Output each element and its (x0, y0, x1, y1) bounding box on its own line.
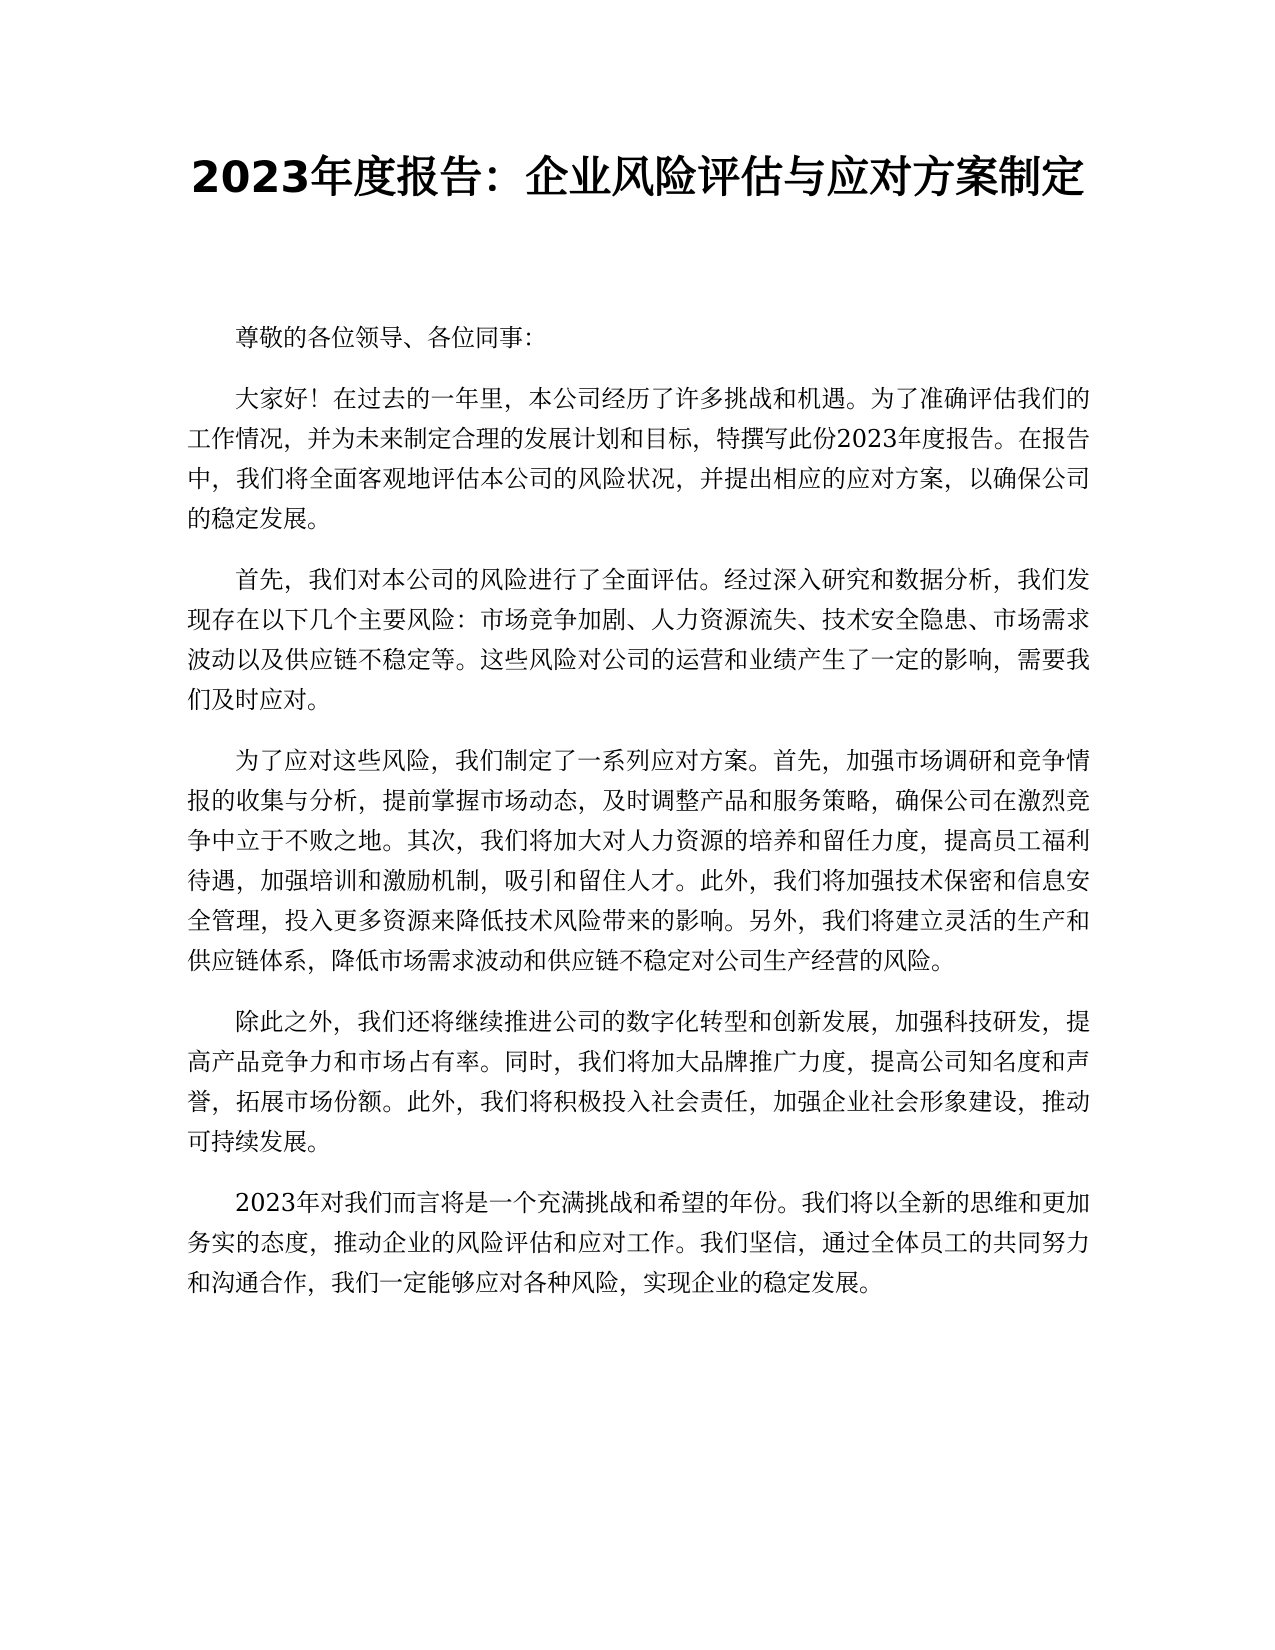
document-body (187, 318, 1090, 1324)
paragraph-further-measures: 除此之外，我们还将继续推进公司的数字化转型和创新发展，加强科技研发，提高产品竞争力和市场占有率。同时，我们将加大品牌推广力度，提高公司知名度和声誉，拓展市场份额。此外，我们将积极投入社会责任，加强企业社会形象建设，推动可持续发展。 (187, 1008, 1090, 1156)
paragraph-risk-assessment: 首先，我们对本公司的风险进行了全面评估。经过深入研究和数据分析，我们发现存在以下几个主要风险：市场竞争加剧、人力资源流失、技术安全隐患、市场需求波动以及供应链不稳定等。这些风险对公司的运营和业绩产生了一定的影响，需要我们及时应对。 (187, 566, 1090, 714)
paragraph-intro: 大家好！在过去的一年里，本公司经历了许多挑战和机遇。为了准确评估我们的工作情况，并为未来制定合理的发展计划和目标，特撰写此份2023年度报告。在报告中，我们将全面客观地评估本公司的风险状况，并提出相应的应对方案，以确保公司的稳定发展。 (187, 385, 1090, 533)
paragraph-response-plan: 为了应对这些风险，我们制定了一系列应对方案。首先，加强市场调研和竞争情报的收集与分析，提前掌握市场动态，及时调整产品和服务策略，确保公司在激烈竞争中立于不败之地。其次，我们将加大对人力资源的培养和留任力度，提高员工福利待遇，加强培训和激励机制，吸引和留住人才。此外，我们将加强技术保密和信息安全管理，投入更多资源来降低技术风险带来的影响。另外，我们将建立灵活的生产和供应链体系，降低市场需求波动和供应链不稳定对公司生产经营的风险。 (187, 747, 1090, 975)
document-title: 2023年度报告：企业风险评估与应对方案制定 (190, 153, 1085, 203)
paragraph-conclusion: 2023年对我们而言将是一个充满挑战和希望的年份。我们将以全新的思维和更加务实的态度，推动企业的风险评估和应对工作。我们坚信，通过全体员工的共同努力和沟通合作，我们一定能够应对各种风险，实现企业的稳定发展。 (187, 1189, 1090, 1297)
salutation: 尊敬的各位领导、各位同事： (235, 324, 547, 352)
